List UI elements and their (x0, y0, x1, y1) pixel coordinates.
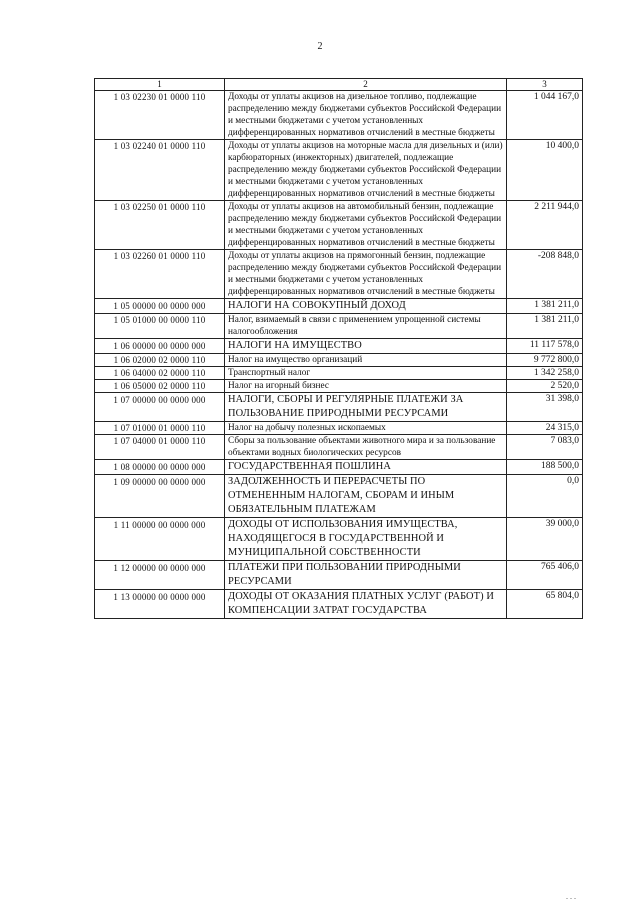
amount-cell: -208 848,0 (507, 250, 583, 299)
revenue-name-cell: Налог на имущество организаций (225, 354, 507, 367)
amount-cell: 188 500,0 (507, 460, 583, 475)
budget-revenue-table (94, 78, 583, 619)
revenue-name-cell: Налог, взимаемый в связи с применением упрощенной системы налогообложения (225, 314, 507, 339)
table-body (95, 91, 583, 619)
budget-code-cell: 1 03 02240 01 0000 110 (95, 140, 225, 201)
revenue-name-cell: ЗАДОЛЖЕННОСТЬ И ПЕРЕРАСЧЕТЫ ПО ОТМЕНЕННЫМ НАЛОГАМ, СБОРАМ И ИНЫМ ОБЯЗАТЕЛЬНЫМ ПЛАТЕЖАМ (225, 475, 507, 518)
amount-cell: 1 342 258,0 (507, 367, 583, 380)
budget-code-cell: 1 03 02250 01 0000 110 (95, 201, 225, 250)
amount-cell: 24 315,0 (507, 422, 583, 435)
revenue-name-cell: НАЛОГИ, СБОРЫ И РЕГУЛЯРНЫЕ ПЛАТЕЖИ ЗА ПОЛЬЗОВАНИЕ ПРИРОДНЫМИ РЕСУРСАМИ (225, 393, 507, 422)
table-row (95, 250, 583, 299)
table-row (95, 422, 583, 435)
table-row (95, 460, 583, 475)
revenue-name-cell: Налог на игорный бизнес (225, 380, 507, 393)
budget-code-cell: 1 05 00000 00 0000 000 (95, 299, 225, 314)
revenue-name-cell: Доходы от уплаты акцизов на моторные масла для дизельных и (или) карбюраторных (инжекторных) двигателей, подлежащие распределению между бюджетами субъектов Российской Федерации и местными бюджетами с учетом установленных дифференцированных нормативов отчислений в местные бюджеты (225, 140, 507, 201)
revenue-name-cell: Сборы за пользование объектами животного мира и за пользование объектами водных биологических ресурсов (225, 435, 507, 460)
amount-cell: 1 381 211,0 (507, 299, 583, 314)
table-row (95, 380, 583, 393)
column-header-2: 2 (225, 79, 507, 91)
budget-code-cell: 1 03 02260 01 0000 110 (95, 250, 225, 299)
table-row (95, 354, 583, 367)
revenue-name-cell: Транспортный налог (225, 367, 507, 380)
amount-cell: 31 398,0 (507, 393, 583, 422)
revenue-name-cell: Налог на добычу полезных ископаемых (225, 422, 507, 435)
table-row (95, 201, 583, 250)
budget-code-cell: 1 08 00000 00 0000 000 (95, 460, 225, 475)
column-header-3: 3 (507, 79, 583, 91)
amount-cell: 765 406,0 (507, 561, 583, 590)
budget-code-cell: 1 06 05000 02 0000 110 (95, 380, 225, 393)
revenue-name-cell: ДОХОДЫ ОТ ИСПОЛЬЗОВАНИЯ ИМУЩЕСТВА, НАХОДЯЩЕГОСЯ В ГОСУДАРСТВЕННОЙ И МУНИЦИПАЛЬНОЙ СОБСТВЕННОСТИ (225, 518, 507, 561)
budget-code-cell: 1 09 00000 00 0000 000 (95, 475, 225, 518)
amount-cell: 39 000,0 (507, 518, 583, 561)
table-row (95, 475, 583, 518)
column-number-row (95, 79, 583, 91)
table-row (95, 339, 583, 354)
table-row (95, 561, 583, 590)
amount-cell: 7 083,0 (507, 435, 583, 460)
amount-cell: 11 117 578,0 (507, 339, 583, 354)
budget-code-cell: 1 05 01000 00 0000 110 (95, 314, 225, 339)
budget-code-cell: 1 07 04000 01 0000 110 (95, 435, 225, 460)
amount-cell: 10 400,0 (507, 140, 583, 201)
table-row (95, 299, 583, 314)
revenue-name-cell: НАЛОГИ НА ИМУЩЕСТВО (225, 339, 507, 354)
revenue-name-cell: Доходы от уплаты акцизов на дизельное топливо, подлежащие распределению между бюджетами субъектов Российской Федерации и местными бюджетами с учетом установленных дифференцированных нормативов отчислений в местные бюджеты (225, 91, 507, 140)
table-row (95, 140, 583, 201)
page-number: 2 (317, 41, 323, 52)
revenue-name-cell: ДОХОДЫ ОТ ОКАЗАНИЯ ПЛАТНЫХ УСЛУГ (РАБОТ) И КОМПЕНСАЦИИ ЗАТРАТ ГОСУДАРСТВА (225, 590, 507, 619)
revenue-name-cell: Доходы от уплаты акцизов на автомобильный бензин, подлежащие распределению между бюджетами субъектов Российской Федерации и местными бюджетами с учетом установленных дифференцированных нормативов отчислений в местные бюджеты (225, 201, 507, 250)
budget-code-cell: 1 07 00000 00 0000 000 (95, 393, 225, 422)
corner-mark: ... (566, 892, 578, 901)
table-row (95, 314, 583, 339)
amount-cell: 1 044 167,0 (507, 91, 583, 140)
amount-cell: 1 381 211,0 (507, 314, 583, 339)
column-header-1: 1 (95, 79, 225, 91)
table-row (95, 435, 583, 460)
amount-cell: 2 520,0 (507, 380, 583, 393)
table-row (95, 590, 583, 619)
amount-cell: 2 211 944,0 (507, 201, 583, 250)
table-row (95, 518, 583, 561)
budget-code-cell: 1 13 00000 00 0000 000 (95, 590, 225, 619)
table-row (95, 367, 583, 380)
table-row (95, 91, 583, 140)
budget-code-cell: 1 12 00000 00 0000 000 (95, 561, 225, 590)
amount-cell: 65 804,0 (507, 590, 583, 619)
amount-cell: 0,0 (507, 475, 583, 518)
budget-code-cell: 1 11 00000 00 0000 000 (95, 518, 225, 561)
revenue-name-cell: НАЛОГИ НА СОВОКУПНЫЙ ДОХОД (225, 299, 507, 314)
revenue-name-cell: ПЛАТЕЖИ ПРИ ПОЛЬЗОВАНИИ ПРИРОДНЫМИ РЕСУРСАМИ (225, 561, 507, 590)
budget-code-cell: 1 06 00000 00 0000 000 (95, 339, 225, 354)
budget-code-cell: 1 07 01000 01 0000 110 (95, 422, 225, 435)
budget-code-cell: 1 03 02230 01 0000 110 (95, 91, 225, 140)
revenue-name-cell: Доходы от уплаты акцизов на прямогонный бензин, подлежащие распределению между бюджетами субъектов Российской Федерации и местными бюджетами с учетом установленных дифференцированных нормативов отчислений в местные бюджеты (225, 250, 507, 299)
revenue-name-cell: ГОСУДАРСТВЕННАЯ ПОШЛИНА (225, 460, 507, 475)
amount-cell: 9 772 800,0 (507, 354, 583, 367)
table-row (95, 393, 583, 422)
budget-code-cell: 1 06 02000 02 0000 110 (95, 354, 225, 367)
budget-code-cell: 1 06 04000 02 0000 110 (95, 367, 225, 380)
